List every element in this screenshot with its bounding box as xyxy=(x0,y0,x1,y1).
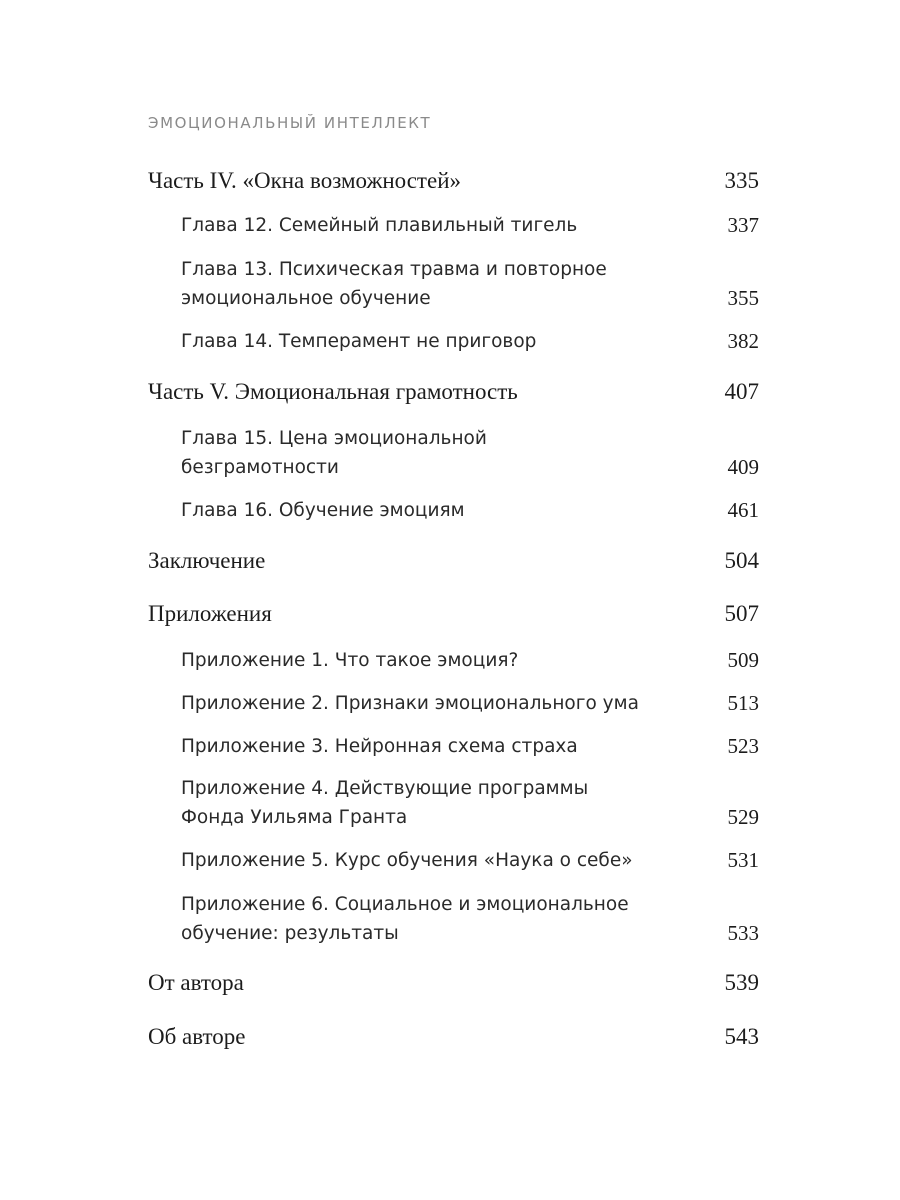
toc-page-number: 529 xyxy=(727,805,759,829)
toc-page-number: 507 xyxy=(724,601,759,626)
toc-title xyxy=(181,255,607,313)
toc-page-number: 531 xyxy=(727,848,759,872)
toc-title: Приложение 2. Признаки эмоционального ума xyxy=(181,693,639,714)
toc-appendices xyxy=(148,597,759,631)
toc-page-number: 337 xyxy=(727,213,759,237)
toc-page-number: 504 xyxy=(724,548,759,573)
toc-title xyxy=(181,774,588,832)
toc-part-5 xyxy=(148,375,759,409)
toc-appendix-1 xyxy=(181,646,759,675)
toc-title: Часть V. Эмоциональная грамотность xyxy=(148,379,518,404)
toc-page-number: 533 xyxy=(727,921,759,945)
toc-title: Часть IV. «Окна возможностей» xyxy=(148,168,462,193)
toc-about-author xyxy=(148,1020,759,1054)
toc-page-number: 543 xyxy=(724,1024,759,1049)
toc-page-number: 523 xyxy=(727,734,759,758)
toc-appendix-4 xyxy=(181,774,759,832)
toc-title-line-1: Глава 15. Цена эмоциональной xyxy=(181,428,487,449)
toc-title: Глава 14. Темперамент не приговор xyxy=(181,331,537,352)
toc-conclusion xyxy=(148,544,759,578)
toc-title-line-2: эмоциональное обучение xyxy=(181,288,431,309)
toc-title-line-2: безграмотности xyxy=(181,457,339,478)
toc-page-number: 355 xyxy=(727,286,759,310)
toc-title: Приложения xyxy=(148,601,272,626)
toc-title: Приложение 3. Нейронная схема страха xyxy=(181,736,578,757)
toc-from-author xyxy=(148,966,759,1000)
toc-title: Приложение 5. Курс обучения «Наука о себе» xyxy=(181,850,633,871)
toc-title: Заключение xyxy=(148,548,266,573)
toc-appendix-2 xyxy=(181,689,759,718)
toc-appendix-3 xyxy=(181,732,759,761)
toc-chapter-15 xyxy=(181,424,759,482)
toc-title-line-1: Приложение 6. Социальное и эмоциональное xyxy=(181,894,629,915)
toc-title: Глава 16. Обучение эмоциям xyxy=(181,500,465,521)
toc-page-number: 513 xyxy=(727,691,759,715)
toc-page-number: 461 xyxy=(727,498,759,522)
toc-title xyxy=(181,890,629,948)
toc-title-line-2: обучение: результаты xyxy=(181,923,399,944)
running-head: ЭМОЦИОНАЛЬНЫЙ ИНТЕЛЛЕКТ xyxy=(148,114,432,132)
toc-title-line-2: Фонда Уильяма Гранта xyxy=(181,807,408,828)
toc-chapter-14 xyxy=(181,327,759,356)
toc-title-line-1: Приложение 4. Действующие программы xyxy=(181,778,589,799)
toc-appendix-6 xyxy=(181,890,759,948)
toc-appendix-5 xyxy=(181,846,759,875)
toc-chapter-16 xyxy=(181,496,759,525)
toc-page-number: 335 xyxy=(724,168,759,193)
toc-page-number: 539 xyxy=(724,970,759,995)
toc-title: От автора xyxy=(148,970,244,995)
toc-chapter-13 xyxy=(181,255,759,313)
toc-part-4 xyxy=(148,164,759,198)
toc-page-number: 509 xyxy=(727,648,759,672)
toc-title-line-1: Глава 13. Психическая травма и повторное xyxy=(181,259,607,280)
toc-page-number: 407 xyxy=(724,379,759,404)
toc-chapter-12 xyxy=(181,211,759,240)
toc-page-number: 409 xyxy=(727,455,759,479)
toc-title: Приложение 1. Что такое эмоция? xyxy=(181,650,519,671)
toc-page-number: 382 xyxy=(727,329,759,353)
toc-title xyxy=(181,424,487,482)
toc-title: Об авторе xyxy=(148,1024,246,1049)
toc-title: Глава 12. Семейный плавильный тигель xyxy=(181,215,578,236)
